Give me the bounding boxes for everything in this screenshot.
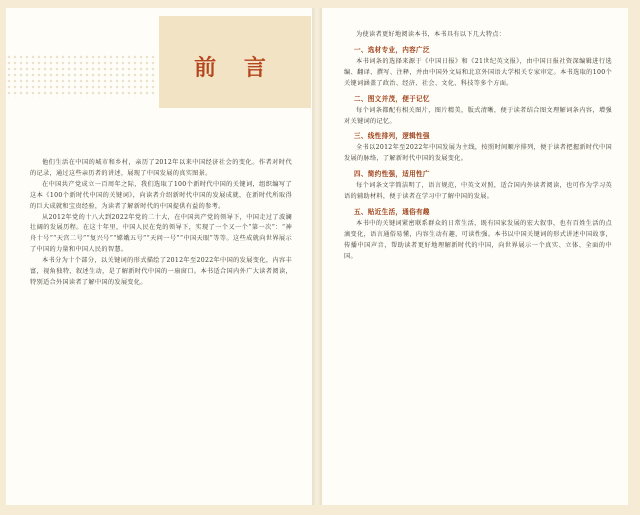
paragraph: 从2012年党的十八大到2022年党的二十大，在中国共产党的领导下，中国走过了波澜壮阔的发展历程。在这十年里，中国人民在党的领导下，实现了一个又一个“第一次”：“神舟十号”“天宫二号”“复兴号”“嫦娥五号”“天问一号”“中国天眼”等等。这些成就向世界展示了中国的力量和中国人民的智慧。 [30,213,292,254]
intro-paragraph: 为使读者更好地阅读本书，本书具有以下几大特点： [356,31,506,38]
page-title: 前 言 [194,54,276,81]
section-heading: 四、简约性强，适用性广 [354,170,430,179]
section-text: 每个词条文字简洁明了，语言规范，中英文对照，适合国内外读者阅读，也可作为学习英语的辅助材料，便于读者在学习中了解中国的发展。 [344,182,612,201]
section-heading: 一、选材专业，内容广泛 [354,45,430,54]
right-body-text [344,30,612,263]
paragraph: 本书分为十个部分，以关键词的形式描绘了2012年至2022年中国的发展变化，内容丰富，视角独特，叙述生动，是了解新时代中国的一扇窗口。本书适合国内外广大读者阅读，特别适合外国读者了解中国的发展变化。 [30,257,292,286]
section-text: 本书词条的选择来源于《中国日报》和《21世纪英文报》，由中国日报社资深编辑进行选编、翻译、撰写、注释，并由中国外文局和北京外国语大学相关专家审定。本书选取的100个关键词涵盖了政治、经济、社会、文化、科技等多个方面。 [344,57,612,87]
right-page [322,8,628,505]
section-heading: 二、图文并茂，便于记忆 [354,94,430,103]
paragraph: 在中国共产党成立一百周年之际，我们选取了100个新时代中国的关键词，组织编写了这本《100个新时代中国的关键词》，向读者介绍新时代中国的发展成就，在新时代所取得的巨大成就和宝贵经验，为读者了解新时代的中国提供有益的参考。 [30,180,292,210]
paragraph: 他们生活在中国的城市和乡村，亲历了2012年以来中国经济社会的变化。作者对时代的记录，通过这些亲历者的讲述，展现了中国发展的真实图景。 [30,159,292,177]
section-text: 每个词条都配有相关图片，图片精美，版式清晰，便于读者结合图文理解词条内容，增强对关键词的记忆。 [344,106,612,125]
title-banner [159,16,311,108]
section-heading: 三、线性排列，逻辑性强 [354,132,430,141]
left-body-text [30,158,292,289]
book-gutter [312,8,322,505]
section-text: 本书中的关键词紧密联系群众的日常生活，既有国家发展的宏大叙事，也有百姓生活的点滴变化，语言通俗易懂，内容生动有趣，可读性强。本书以中国关键词的形式讲述中国故事，传播中国声音，帮助读者更好地理解新时代的中国，向世界展示一个真实、立体、全面的中国。 [344,220,612,260]
left-page [6,8,312,505]
section-text: 全书以2012年至2022年中国发展为主线，按照时间顺序排列，便于读者把握新时代中国发展的脉络，了解新时代中国的发展变化。 [344,144,612,163]
dot-pattern-decoration [6,54,156,98]
section-heading: 五、贴近生活，通俗有趣 [354,208,430,217]
